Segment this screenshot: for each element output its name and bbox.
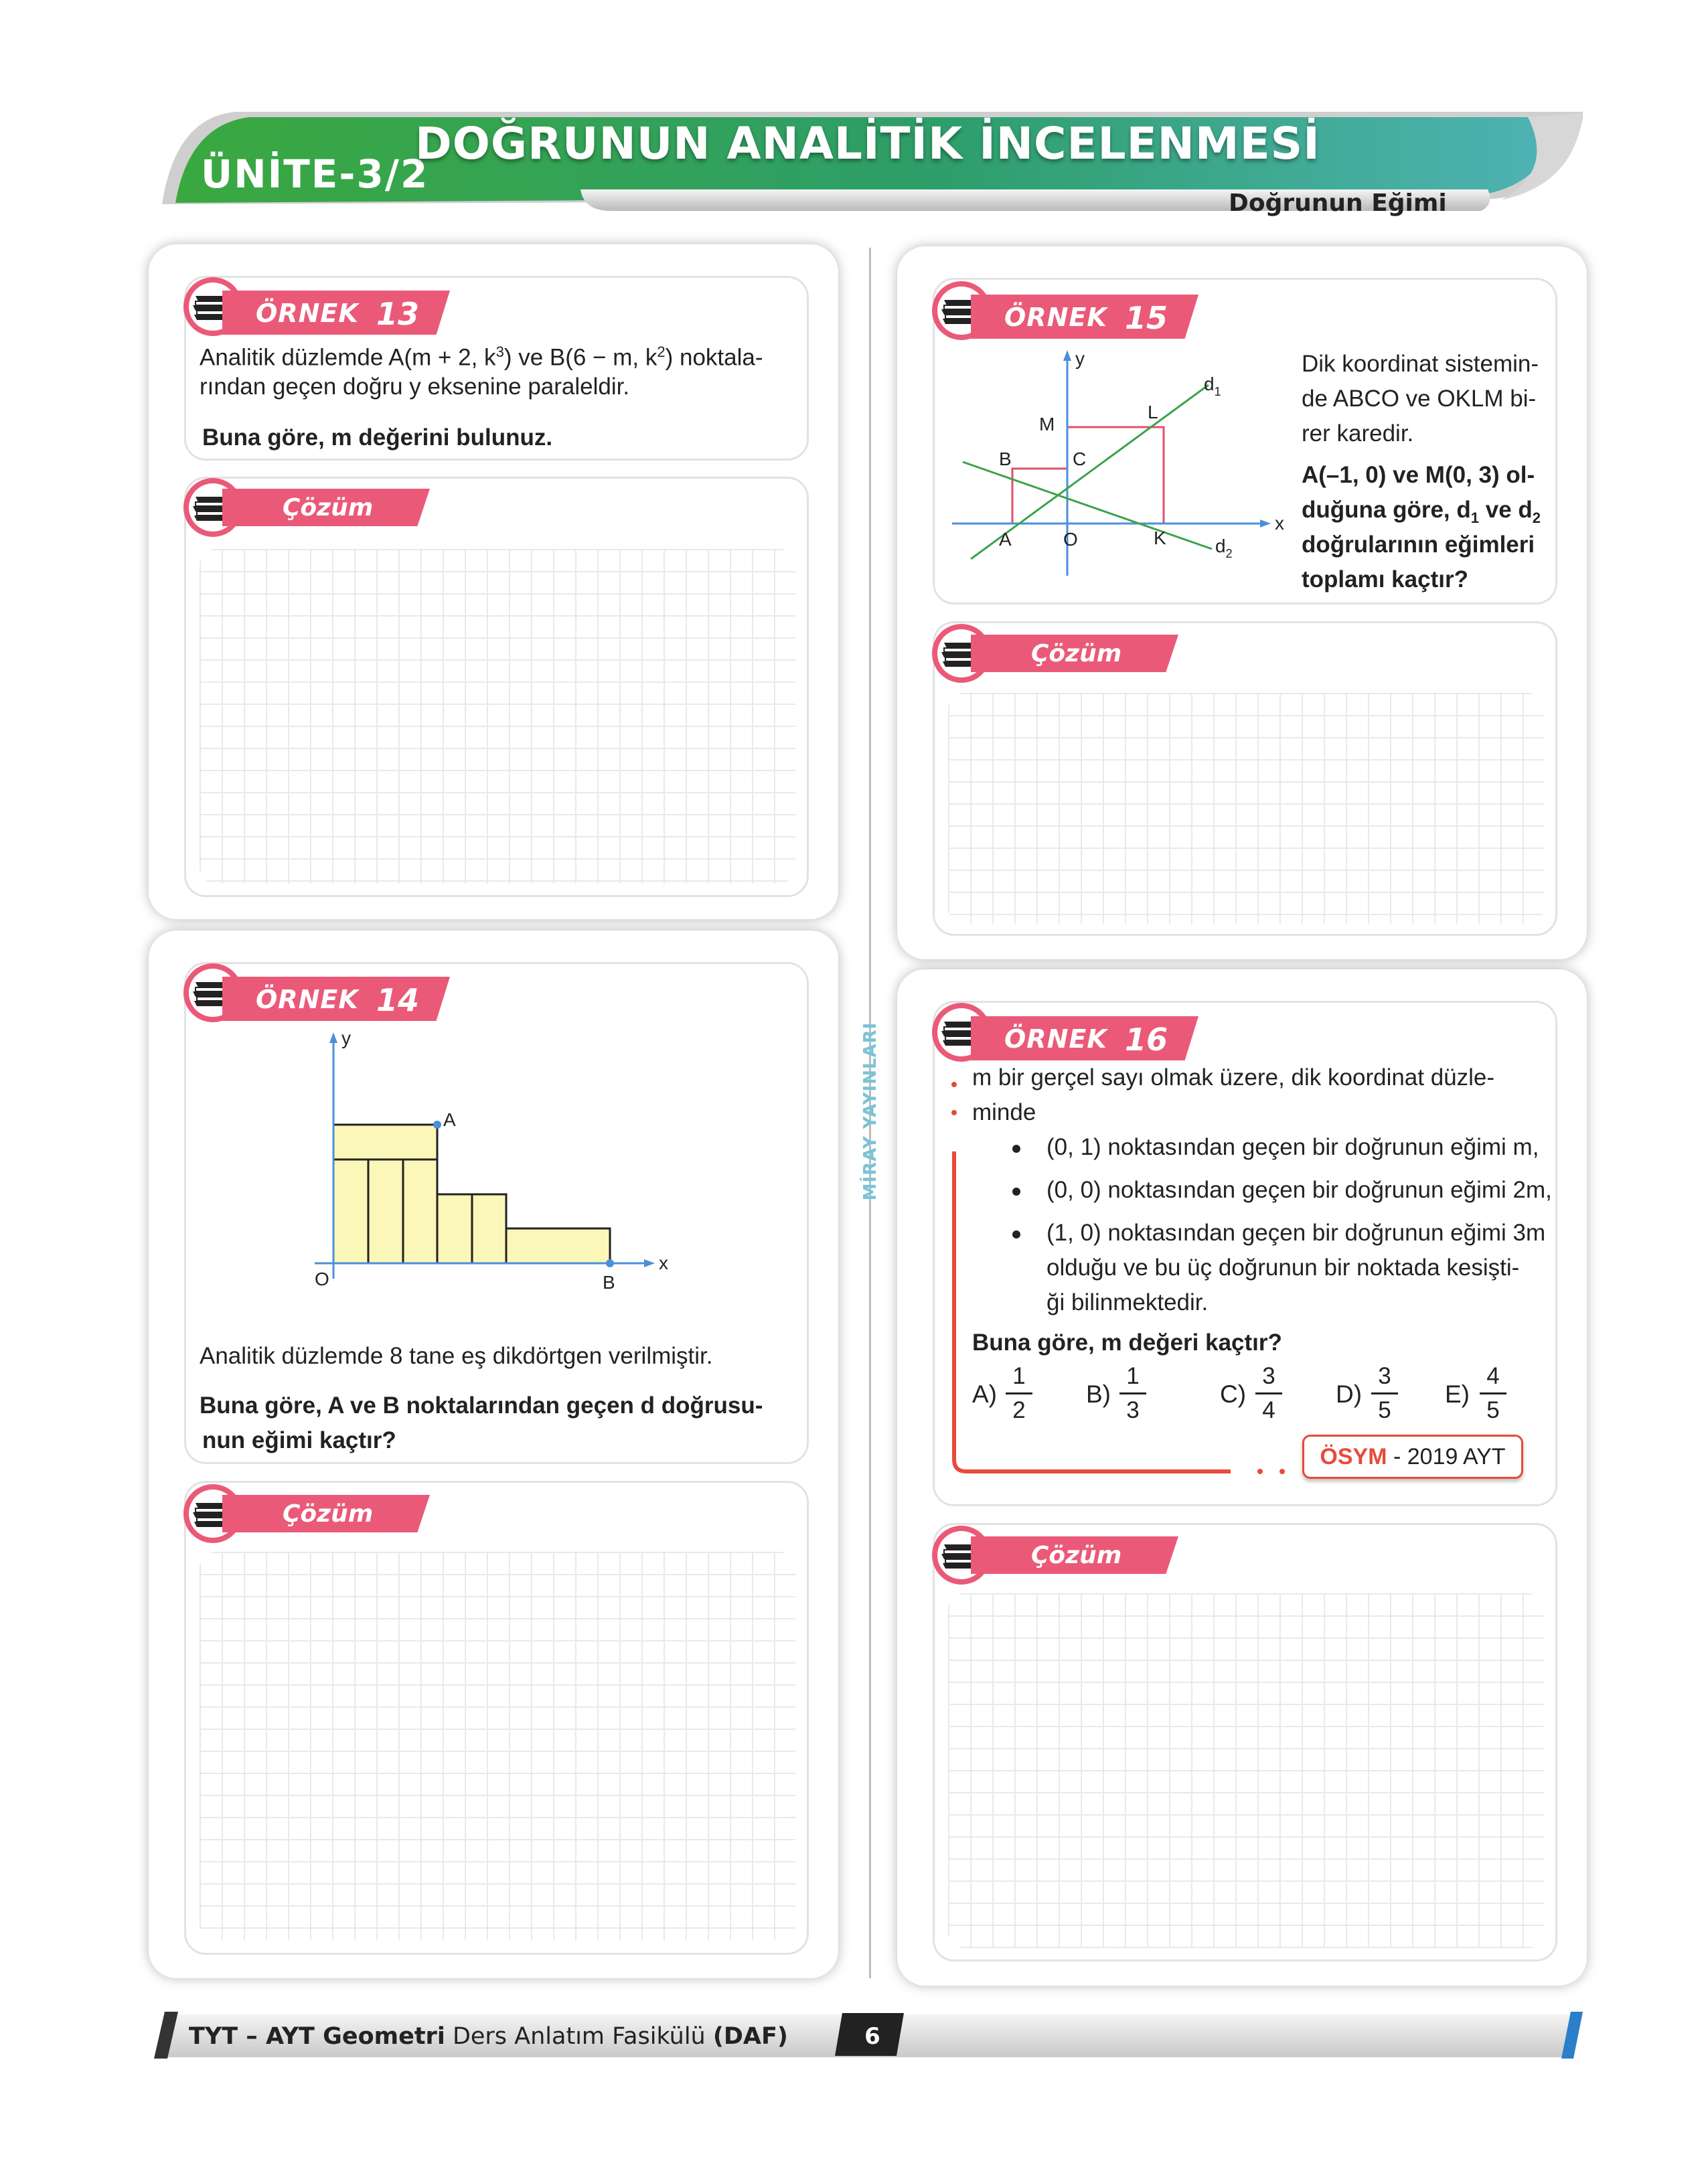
example-13-solution-grid[interactable] (200, 549, 795, 884)
y-axis-label: y (1075, 348, 1085, 369)
example-label: ÖRNEK (256, 985, 359, 1014)
solution-label: Çözüm (283, 1500, 374, 1528)
example-14-question-line2: nun eğimi kaçtır? (202, 1427, 396, 1453)
example-16-question: Buna göre, m değeri kaçtır? (972, 1330, 1282, 1356)
y-axis-arrow (1063, 350, 1071, 361)
page-number: 6 (864, 2023, 880, 2050)
example-15-question-line3: doğrularının eğimleri (1302, 532, 1535, 558)
example-14-question-line1: Buna göre, A ve B noktalarından geçen d doğrusu- (200, 1392, 763, 1419)
example-16-cont-line1: olduğu ve bu üç doğrunun bir noktada kesişti- (1046, 1255, 1520, 1281)
example-15-solution-grid[interactable] (948, 693, 1544, 924)
example-number: 15 (1125, 300, 1168, 336)
example-14-figure (288, 1024, 676, 1332)
point-a (433, 1121, 441, 1129)
example-14-header (182, 962, 477, 1022)
example-15-figure (951, 345, 1299, 586)
example-label: ÖRNEK (1004, 303, 1107, 332)
x-axis-label: x (1275, 513, 1284, 534)
example-16-intro-line1: m bir gerçel sayı olmak üzere, dik koordinat düzle- (972, 1064, 1495, 1091)
example-15-solution-header (931, 623, 1212, 676)
rect-vertical-2 (368, 1159, 403, 1263)
point-a-label: A (999, 529, 1012, 550)
example-16-cont-line2: ği bilinmektedir. (1046, 1289, 1209, 1315)
example-15-text-line1: Dik koordinat sistemin- (1302, 351, 1539, 377)
point-m-label: M (1039, 414, 1055, 434)
example-13-question: Buna göre, m değerini bulunuz. (202, 424, 553, 451)
x-axis-arrow (644, 1259, 655, 1267)
d2-label: $d_2$ (1215, 536, 1233, 560)
example-14-text: Analitik düzlemde 8 tane eş dikdörtgen verilmiştir. (200, 1343, 713, 1369)
example-16-solution-header (931, 1524, 1212, 1578)
choice-d-value[interactable]: 3 5 (1371, 1362, 1398, 1425)
example-13-solution-header (182, 477, 463, 530)
example-16-bullet-2: (0, 0) noktasından geçen bir doğrunun eğimi 2m, (1046, 1177, 1552, 1203)
rect-middle-2 (472, 1194, 506, 1263)
y-axis-arrow (329, 1032, 337, 1043)
example-label: ÖRNEK (256, 299, 359, 328)
choice-a-label[interactable]: A) (972, 1380, 997, 1408)
example-16-solution-grid[interactable] (948, 1593, 1544, 1948)
choice-b-label[interactable]: B) (1086, 1380, 1111, 1408)
rectangles (333, 1125, 610, 1263)
choice-e-label[interactable]: E) (1445, 1380, 1470, 1408)
d1-label: $d_1$ (1204, 374, 1221, 398)
footer-text: TYT – AYT Geometri Ders Anlatım Fasikülü (DAF) (189, 2023, 788, 2050)
publisher-mark: MİRAY YAYINLARI (860, 1022, 880, 1201)
solution-label: Çözüm (1031, 640, 1122, 667)
example-number: 16 (1125, 1022, 1168, 1058)
source-badge: ÖSYM - 2019 AYT (1302, 1435, 1523, 1479)
point-b-label: B (603, 1272, 615, 1293)
bullet-point (1012, 1230, 1020, 1238)
example-16-bullet-1: (0, 1) noktasından geçen bir doğrunun eğimi m, (1046, 1134, 1539, 1160)
example-13-text-line1: Analitik düzlemde A(m + 2, $k^3$) ve B(6 − m, $k^2$) noktala- (200, 343, 763, 371)
choice-d-label[interactable]: D) (1336, 1380, 1363, 1408)
example-label: ÖRNEK (1004, 1024, 1107, 1054)
y-axis-label: y (341, 1028, 351, 1048)
example-15-question-line1: A(–1, 0) ve M(0, 3) ol- (1302, 462, 1535, 488)
example-15-text-line3: rer karedir. (1302, 420, 1414, 447)
x-axis-label: x (659, 1253, 668, 1273)
point-k-label: K (1154, 528, 1166, 548)
example-14-solution-header (182, 1483, 463, 1536)
example-13-text-line2: rından geçen doğru y eksenine paraleldir. (200, 374, 630, 400)
rect-bottom-horizontal (506, 1228, 610, 1263)
x-axis-arrow (1260, 519, 1271, 528)
example-number: 14 (376, 982, 420, 1018)
example-number: 13 (376, 296, 420, 332)
choice-c-label[interactable]: C) (1220, 1380, 1247, 1408)
solution-label: Çözüm (1031, 1542, 1122, 1569)
example-15-question-line4: toplamı kaçtır? (1302, 566, 1468, 592)
point-b (606, 1259, 614, 1267)
example-16-bullet-3: (1, 0) noktasından geçen bir doğrunun eğimi 3m (1046, 1220, 1546, 1246)
example-15-question-line2: duğuna göre, $d_1$ ve $d_2$ (1302, 497, 1541, 526)
choice-c-value[interactable]: 3 4 (1255, 1362, 1282, 1425)
point-c-label: C (1073, 449, 1087, 469)
example-14-solution-grid[interactable] (200, 1552, 795, 1940)
bullet-point (1012, 1145, 1020, 1153)
solution-label: Çözüm (283, 494, 374, 522)
example-15-header (931, 280, 1225, 340)
point-b-label: B (999, 449, 1012, 469)
rect-vertical-3 (403, 1159, 437, 1263)
origin-label: O (315, 1269, 329, 1289)
point-l-label: L (1148, 402, 1158, 422)
rect-top-horizontal (333, 1125, 437, 1159)
choice-a-value[interactable]: 1 2 (1006, 1362, 1032, 1425)
page-title: DOĞRUNUN ANALİTİK İNCELENMESİ (415, 118, 1320, 169)
rect-vertical-1 (333, 1159, 368, 1263)
example-15-text-line2: de ABCO ve OKLM bi- (1302, 386, 1537, 412)
choice-e-value[interactable]: 4 5 (1480, 1362, 1506, 1425)
square-oklm (1067, 427, 1164, 524)
unit-label: ÜNİTE-3/2 (201, 151, 429, 197)
point-a-label: A (443, 1109, 456, 1130)
choice-b-value[interactable]: 1 3 (1119, 1362, 1146, 1425)
rect-middle-1 (437, 1194, 472, 1263)
example-16-header (931, 1002, 1225, 1062)
example-13-header (182, 276, 477, 336)
example-16-intro-line2: minde (972, 1099, 1036, 1125)
bullet-point (1012, 1188, 1020, 1196)
section-subtitle: Doğrunun Eğimi (1229, 189, 1447, 217)
origin-label: O (1063, 529, 1078, 550)
